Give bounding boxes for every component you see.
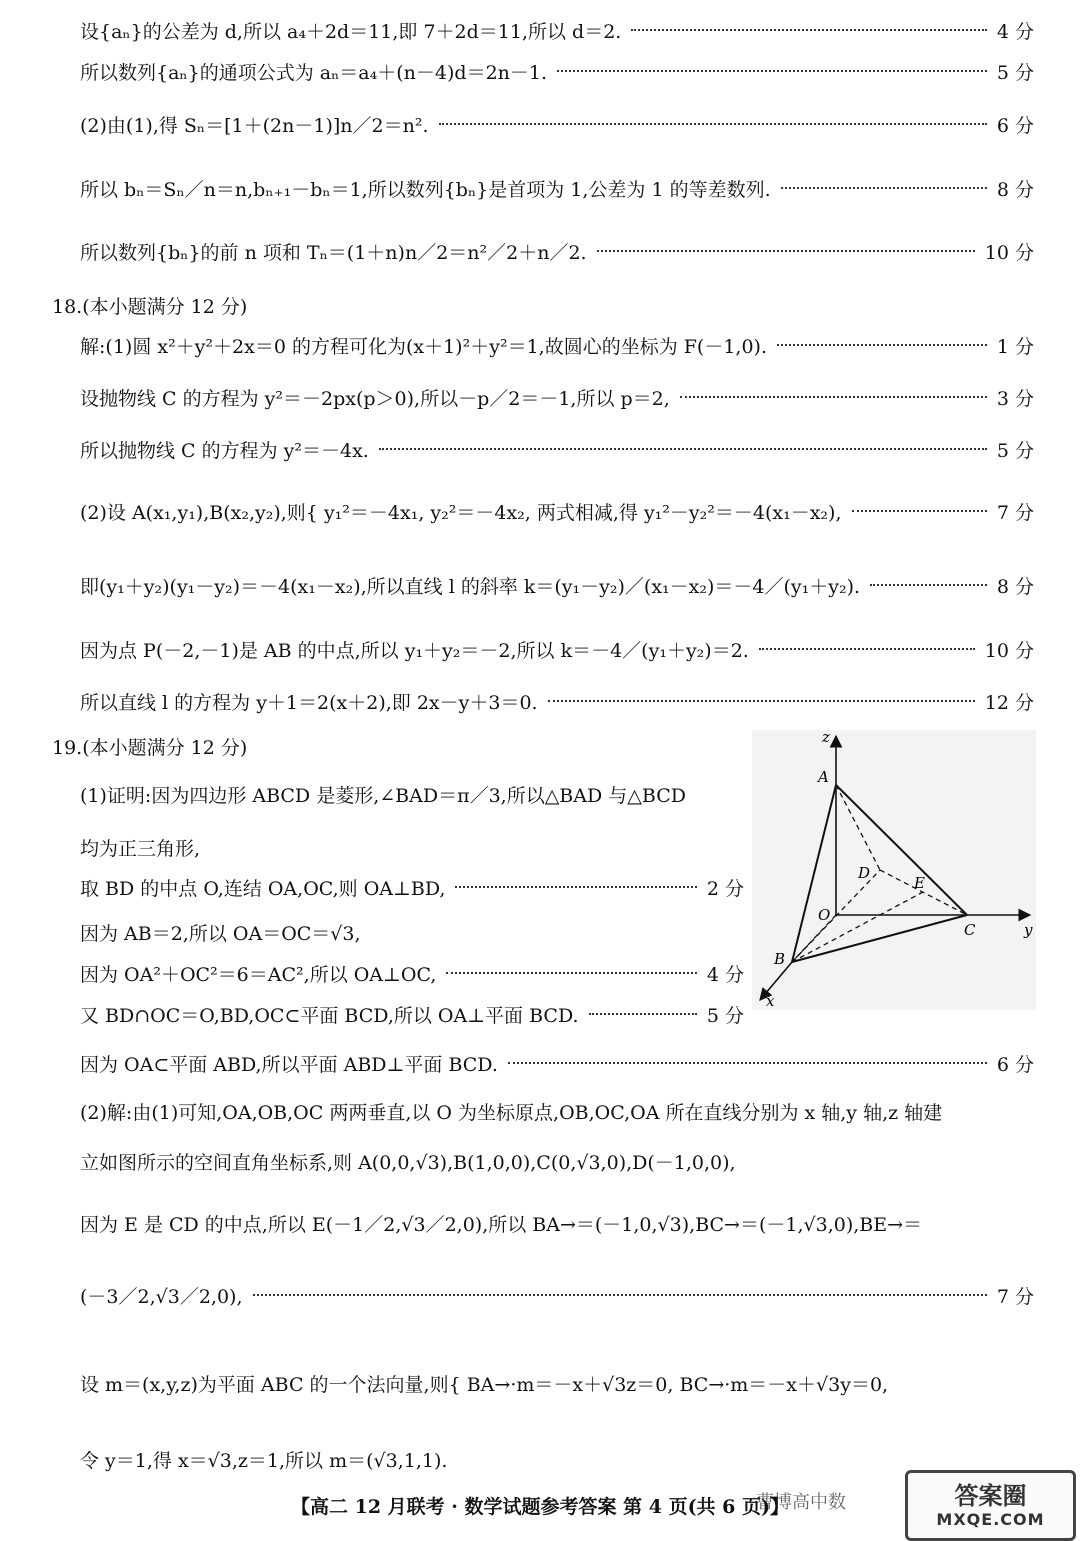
edge-ad xyxy=(836,785,880,870)
problem-18-heading: 18.(本小题满分 12 分) xyxy=(52,296,248,318)
answer-line-5 xyxy=(80,232,1034,270)
answer-line-19-1 xyxy=(80,775,744,813)
dot-leader xyxy=(597,250,975,252)
dot-leader xyxy=(557,70,987,72)
score-label: 12 分 xyxy=(984,691,1034,714)
label-o: O xyxy=(818,906,831,924)
dot-leader xyxy=(455,886,696,888)
watermark-logo-line1: 答案圈 xyxy=(954,1481,1027,1510)
dot-leader xyxy=(548,700,975,702)
label-a: A xyxy=(818,768,829,786)
line-text: (1)证明:因为四边形 ABCD 是菱形,∠BAD＝π／3,所以△BAD 与△BCD xyxy=(80,784,686,807)
label-c: C xyxy=(964,921,976,939)
score-label: 10 分 xyxy=(984,639,1034,662)
label-d: D xyxy=(858,864,871,882)
page-footer: 【高二 12 月联考 · 数学试题参考答案 第 4 页(共 6 页)】 xyxy=(290,1496,789,1518)
answer-line-18-3 xyxy=(80,430,1034,468)
line-text: 又 BD∩OC＝O,BD,OC⊂平面 BCD,所以 OA⊥平面 BCD. xyxy=(80,1004,579,1027)
line-text: 即(y₁＋y₂)(y₁－y₂)＝－4(x₁－x₂),所以直线 l 的斜率 k＝(y₁－y₂)／(x₁－x₂)＝－4／(y₁＋y₂). xyxy=(80,575,861,598)
dot-leader xyxy=(777,344,987,346)
score-label: 3 分 xyxy=(996,387,1034,410)
watermark-logo-line2: MXQE.COM xyxy=(936,1509,1045,1529)
score-label: 6 分 xyxy=(996,114,1034,137)
answer-line-19-13 xyxy=(80,1440,880,1478)
line-text: (－3／2,√3／2,0), xyxy=(80,1285,243,1308)
line-text: 解:(1)圆 x²＋y²＋2x＝0 的方程可化为(x＋1)²＋y²＝1,故圆心的坐标为 F(－1,0). xyxy=(80,335,767,358)
answer-line-19-7 xyxy=(80,1044,1034,1082)
answer-line-19-3 xyxy=(80,868,744,906)
dot-leader xyxy=(253,1294,987,1296)
line-text: 所以直线 l 的方程为 y＋1＝2(x＋2),即 2x－y＋3＝0. xyxy=(80,691,538,714)
answer-line-19-9 xyxy=(80,1142,1034,1180)
answer-line-19-6 xyxy=(80,995,744,1033)
answer-line-19-8 xyxy=(80,1092,1034,1130)
line-text: 设 m＝(x,y,z)为平面 ABC 的一个法向量,则{ BA→·m＝－x＋√3z＝0, BC→·m＝－x＋√3y＝0, xyxy=(80,1373,889,1396)
line-text: 设{aₙ}的公差为 d,所以 a₄＋2d＝11,即 7＋2d＝11,所以 d＝2. xyxy=(80,20,622,43)
line-text: 因为 OA⊂平面 ABD,所以平面 ABD⊥平面 BCD. xyxy=(80,1053,498,1076)
answer-line-18-4 xyxy=(80,492,1034,530)
coordinate-figure xyxy=(752,730,1036,1010)
line-text: 所以数列{bₙ}的前 n 项和 Tₙ＝(1＋n)n／2＝n²／2＋n／2. xyxy=(80,241,587,264)
score-label: 4 分 xyxy=(996,20,1034,43)
label-x: x xyxy=(766,992,775,1010)
dot-leader xyxy=(589,1013,697,1015)
dot-leader xyxy=(439,123,987,125)
dot-leader xyxy=(870,584,987,586)
score-label: 10 分 xyxy=(984,241,1034,264)
answer-line-4 xyxy=(80,169,1034,207)
line-text: 因为点 P(－2,－1)是 AB 的中点,所以 y₁＋y₂＝－2,所以 k＝－4／(y₁＋y₂)＝2. xyxy=(80,639,749,662)
answer-line-3 xyxy=(80,105,1034,143)
answer-line-18-5 xyxy=(80,566,1034,604)
line-text: 所以抛物线 C 的方程为 y²＝－4x. xyxy=(80,439,369,462)
line-text: (2)由(1),得 Sₙ＝[1＋(2n－1)]n／2＝n². xyxy=(80,114,429,137)
dot-leader xyxy=(781,187,987,189)
line-text: 所以 bₙ＝Sₙ／n＝n,bₙ₊₁－bₙ＝1,所以数列{bₙ}是首项为 1,公差为 1 的等差数列. xyxy=(80,178,771,201)
edge-be xyxy=(792,892,923,962)
answer-line-18-7 xyxy=(80,682,1034,720)
line-text: 因为 AB＝2,所以 OA＝OC＝√3, xyxy=(80,922,361,945)
line-text: 因为 OA²＋OC²＝6＝AC²,所以 OA⊥OC, xyxy=(80,963,437,986)
score-label: 8 分 xyxy=(996,575,1034,598)
watermark-text: 曹博高中数 xyxy=(756,1492,846,1513)
answer-line-19-4 xyxy=(80,913,744,951)
score-label: 7 分 xyxy=(996,501,1034,524)
line-text: 立如图所示的空间直角坐标系,则 A(0,0,√3),B(1,0,0),C(0,√3,0),D(－1,0,0), xyxy=(80,1151,736,1174)
line-text: (2)解:由(1)可知,OA,OB,OC 两两垂直,以 O 为坐标原点,OB,OC,OA 所在直线分别为 x 轴,y 轴,z 轴建 xyxy=(80,1101,943,1124)
label-b: B xyxy=(774,950,786,968)
score-label: 4 分 xyxy=(706,963,744,986)
label-y: y xyxy=(1024,921,1033,939)
line-text: 因为 E 是 CD 的中点,所以 E(－1／2,√3／2,0),所以 BA→＝(－1,0,√3),BC→＝(－1,√3,0),BE→＝ xyxy=(80,1213,923,1236)
score-label: 6 分 xyxy=(996,1053,1034,1076)
score-label: 5 分 xyxy=(996,61,1034,84)
label-e: E xyxy=(914,874,925,892)
answer-line-18-1 xyxy=(80,326,1034,364)
line-text: 均为正三角形, xyxy=(80,837,201,860)
score-label: 5 分 xyxy=(996,439,1034,462)
dot-leader xyxy=(852,510,987,512)
dot-leader xyxy=(759,648,975,650)
figure-svg xyxy=(752,730,1036,1010)
problem-19-heading: 19.(本小题满分 12 分) xyxy=(52,737,248,759)
score-label: 7 分 xyxy=(996,1285,1034,1308)
line-text: 令 y＝1,得 x＝√3,z＝1,所以 m＝(√3,1,1). xyxy=(80,1449,448,1472)
line-text: (2)设 A(x₁,y₁),B(x₂,y₂),则{ y₁²＝－4x₁, y₂²＝－4x₂, 两式相减,得 y₁²－y₂²＝－4(x₁－x₂), xyxy=(80,501,842,524)
dot-leader xyxy=(680,396,987,398)
answer-line-1 xyxy=(80,11,1034,49)
dot-leader xyxy=(379,448,987,450)
score-label: 5 分 xyxy=(706,1004,744,1027)
answer-line-2 xyxy=(80,52,1034,90)
answer-line-18-6 xyxy=(80,630,1034,668)
score-label: 2 分 xyxy=(706,877,744,900)
answer-line-19-11 xyxy=(80,1276,1034,1314)
line-text: 取 BD 的中点 O,连结 OA,OC,则 OA⊥BD, xyxy=(80,877,446,900)
answer-line-19-10 xyxy=(80,1204,1034,1242)
score-label: 1 分 xyxy=(996,335,1034,358)
answer-line-19-2 xyxy=(80,828,744,866)
answer-line-19-12 xyxy=(80,1364,1034,1402)
edge-ab xyxy=(792,785,836,962)
dot-leader xyxy=(631,29,987,31)
answer-line-19-5 xyxy=(80,954,744,992)
label-z: z xyxy=(822,730,830,746)
score-label: 8 分 xyxy=(996,178,1034,201)
line-text: 设抛物线 C 的方程为 y²＝－2px(p＞0),所以－p／2＝－1,所以 p＝2, xyxy=(80,387,670,410)
dot-leader xyxy=(446,972,696,974)
answer-line-18-2 xyxy=(80,378,1034,416)
dot-leader xyxy=(508,1062,987,1064)
line-text: 所以数列{aₙ}的通项公式为 aₙ＝a₄＋(n－4)d＝2n－1. xyxy=(80,61,548,84)
